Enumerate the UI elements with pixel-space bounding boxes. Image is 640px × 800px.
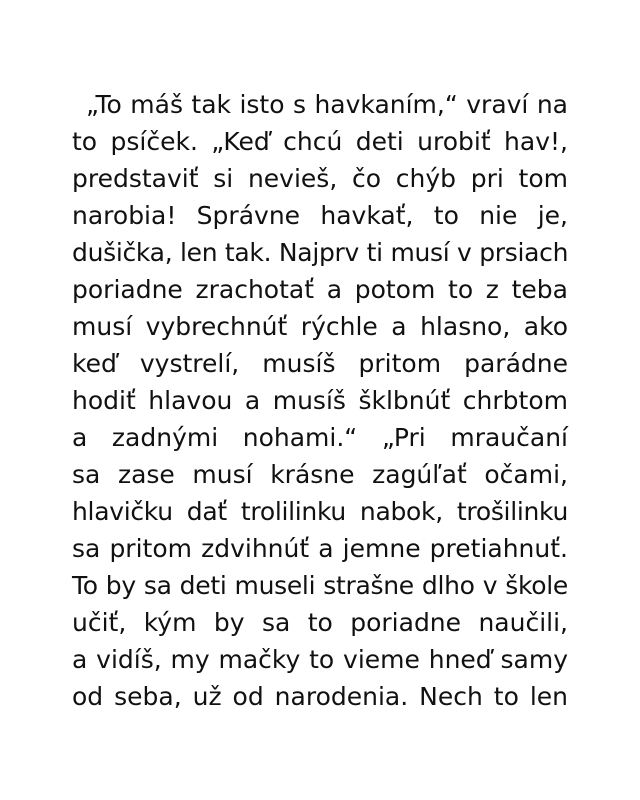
text-line: od seba, už od narodenia. Nech to len [72, 682, 568, 711]
text-line: učiť, kým by sa to poriadne naučili, [72, 608, 568, 637]
text-line: a zadnými nohami.“ „Pri mraučaní [72, 423, 568, 452]
text-line: hodiť hlavou a musíš šklbnúť chrbtom [72, 386, 568, 415]
text-line: To by sa deti museli strašne dlho v škole [72, 571, 568, 600]
text-line: narobia! Správne havkať, to nie je, [72, 201, 568, 230]
text-line: hlavičku dať trolilinku nabok, trošilinku [72, 497, 568, 526]
body-text [72, 86, 568, 715]
text-line: predstaviť si nevieš, čo chýb pri tom [72, 164, 568, 193]
text-line: sa pritom zdvihnúť a jemne pretiahnuť. [72, 534, 568, 563]
text-line: a vidíš, my mačky to vieme hneď samy [72, 645, 568, 674]
text-line: musí vybrechnúť rýchle a hlasno, ako [72, 312, 568, 341]
text-line: dušička, len tak. Najprv ti musí v prsiach [72, 238, 569, 267]
text-line: to psíček. „Keď chcú deti urobiť hav!, [72, 127, 568, 156]
text-line: keď vystrelí, musíš pritom parádne [72, 349, 568, 378]
text-line: poriadne zrachotať a potom to z teba [72, 275, 568, 304]
text-line: „To máš tak isto s havkaním,“ vraví na [86, 90, 568, 119]
text-line: sa zase musí krásne zagúľať očami, [72, 460, 568, 489]
